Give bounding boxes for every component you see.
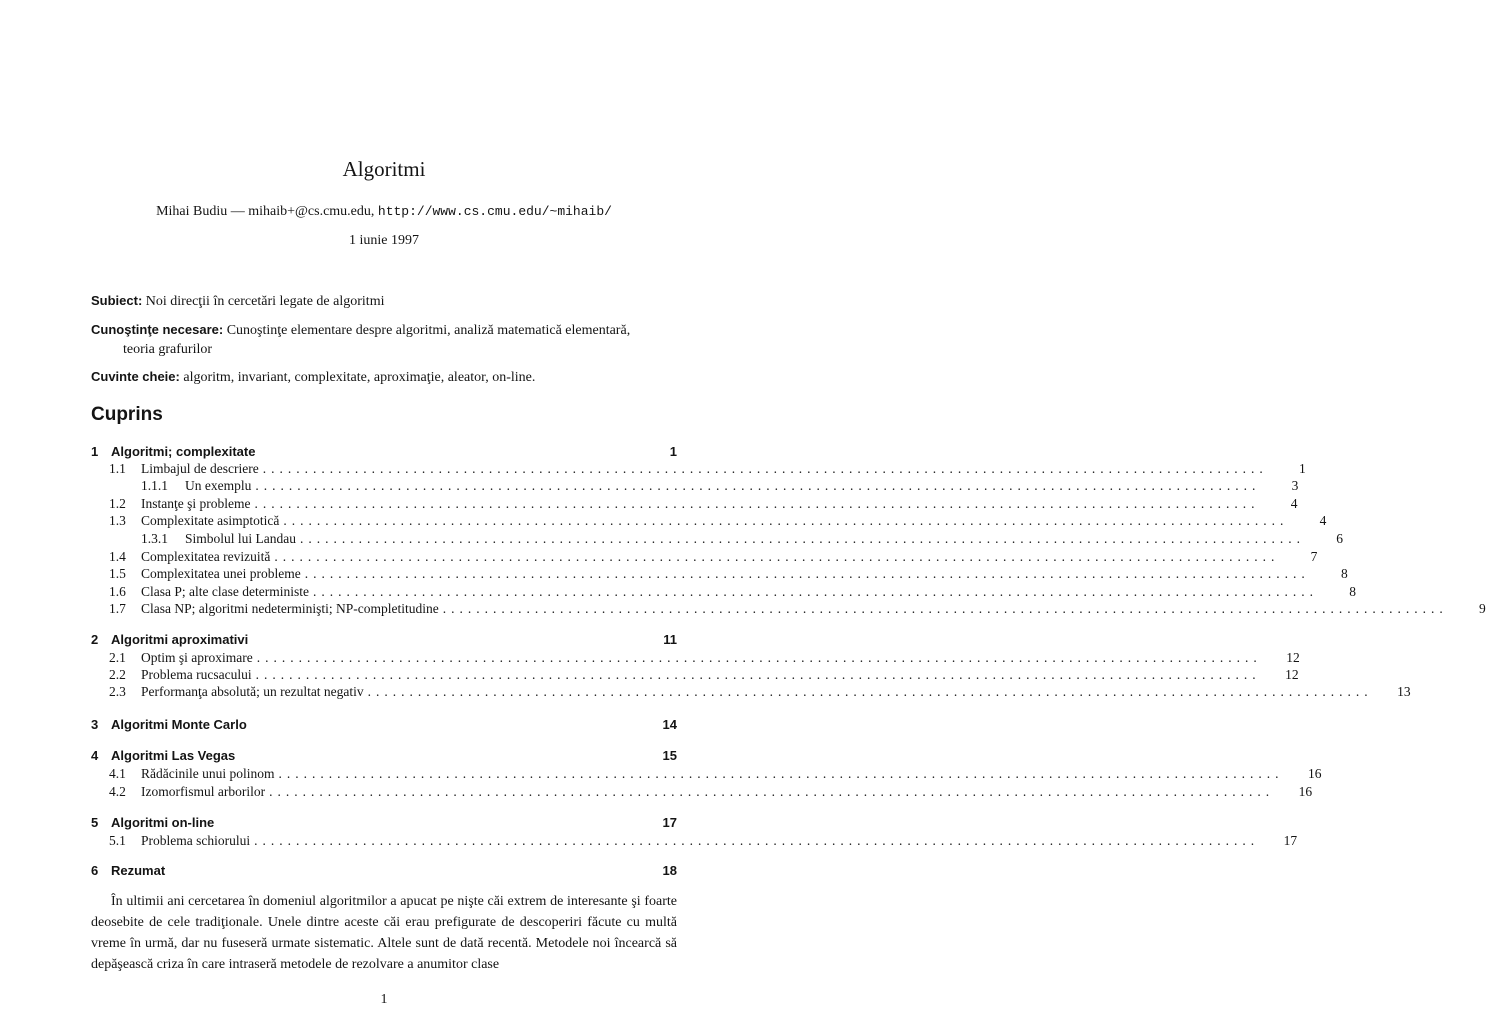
- prerequisites-key: Cunoştinţe necesare:: [91, 322, 224, 337]
- toc-entry-title: Limbajul de descriere: [141, 460, 263, 478]
- keywords-key: Cuvinte cheie:: [91, 369, 180, 384]
- toc-entry-title: Rezumat: [111, 862, 169, 880]
- keywords-value: algoritm, invariant, complexitate, aproximaţie, aleator, on-line.: [183, 370, 536, 385]
- toc-entry[interactable]: [91, 666, 1299, 684]
- toc-entry[interactable]: [91, 600, 1486, 618]
- toc-entry[interactable]: [91, 783, 1313, 801]
- toc-entry[interactable]: [91, 747, 677, 765]
- toc-leader-dots: ........................................................................................................................: [262, 461, 1268, 476]
- toc-entry-title: Clasa NP; algoritmi nedeterminişti; NP-completitudine: [141, 600, 443, 618]
- toc-entry[interactable]: [91, 765, 1322, 783]
- toc-entry-page: 9: [1448, 600, 1486, 618]
- toc-leader-dots: ........................................................................................................................: [254, 496, 1260, 511]
- toc-entry-title: Izomorfismul arborilor: [141, 783, 269, 801]
- toc-entry-title: Problema rucsacului: [141, 666, 256, 684]
- toc-leader-dots: ........................................................................................................................: [367, 684, 1373, 699]
- toc-entry-page: 1: [639, 443, 677, 461]
- toc-entry-title: Complexitatea unei probleme: [141, 565, 305, 583]
- toc-entry-number: 1.7: [109, 601, 126, 616]
- toc-entry-title: Problema schiorului: [141, 832, 254, 850]
- toc-heading: Cuprins: [91, 404, 163, 425]
- toc-entry[interactable]: [91, 512, 1327, 530]
- toc-leader-dots: ........................................................................................................................: [283, 513, 1289, 528]
- toc-leader-dots: ........................................................................................................................: [255, 478, 1261, 493]
- toc-entry-number: 4.2: [109, 784, 126, 799]
- toc-entry-title: Algoritmi aproximativi: [111, 631, 252, 649]
- toc-entry[interactable]: [91, 631, 677, 649]
- toc-leader-dots: ........................................................................................................................: [269, 784, 1275, 799]
- toc-entry-title: Algoritmi Las Vegas: [111, 747, 239, 765]
- toc-entry-number: 2: [91, 632, 99, 647]
- toc-entry-number: 1.6: [109, 584, 126, 599]
- toc-entry[interactable]: [91, 477, 1299, 495]
- toc-entry-page: 11: [639, 631, 677, 649]
- toc-entry[interactable]: [91, 495, 1298, 513]
- toc-entry-page: 13: [1373, 683, 1411, 701]
- toc-entry[interactable]: [91, 443, 677, 461]
- toc-entry-number: 1.3: [109, 513, 126, 528]
- paper-title: Algoritmi: [342, 157, 426, 181]
- toc-entry-title: Clasa P; alte clase deterministe: [141, 583, 313, 601]
- toc-entry[interactable]: [91, 649, 1300, 667]
- toc-entry-page: 12: [1261, 666, 1299, 684]
- toc-leader-dots: ........................................................................................................................: [304, 566, 1310, 581]
- toc-entry-title: Algoritmi on-line: [111, 814, 218, 832]
- keywords-line: [91, 367, 677, 387]
- prerequisites-value-2: teoria grafurilor: [123, 342, 213, 357]
- toc-entry[interactable]: [91, 460, 1306, 478]
- toc-entry-page: 8: [1318, 583, 1356, 601]
- toc-entry[interactable]: [91, 716, 677, 734]
- toc-entry[interactable]: [91, 862, 677, 880]
- toc-entry-page: 12: [1262, 649, 1300, 667]
- toc-leader-dots: ........................................................................................................................: [300, 531, 1305, 546]
- toc-leader-dots: ........................................................................................................................: [312, 584, 1318, 599]
- intro-paragraph: În ultimii ani cercetarea în domeniul algoritmilor a apucat pe nişte căi extrem de interesante şi foarte deosebite de cele tradiţionale. Unele dintre aceste căi erau prefigurate de descoperiri făcute cu multă vreme în urmă, dar nu fuseseră urmate sistematic. Altele sunt de dată recentă. Metodele noi încearcă să depăşească criza în care intraseră metodele de rezolvare a anumitor clase: [91, 894, 677, 972]
- toc-leader-dots: ........................................................................................................................: [254, 833, 1260, 848]
- toc-entry-page: 4: [1288, 512, 1326, 530]
- toc-entry[interactable]: [91, 832, 1298, 850]
- toc-leader-dots: ........................................................................................................................: [256, 650, 1262, 665]
- paper-date: 1 iunie 1997: [349, 233, 419, 248]
- toc-entry[interactable]: [91, 548, 1318, 566]
- toc-entry-page: 14: [639, 716, 677, 734]
- toc-entry-title: Algoritmi; complexitate: [111, 443, 259, 461]
- toc-entry-number: 1.1.1: [141, 478, 168, 493]
- toc-entry-number: 1.3.1: [141, 531, 168, 546]
- toc-entry[interactable]: [91, 530, 1343, 548]
- toc-entry-number: 5: [91, 815, 99, 830]
- toc-entry-number: 1: [91, 444, 99, 459]
- toc-entry-title: Algoritmi Monte Carlo: [111, 716, 251, 734]
- toc-entry-number: 2.2: [109, 667, 126, 682]
- toc-entry-page: 1: [1268, 460, 1306, 478]
- toc-entry-number: 6: [91, 863, 99, 878]
- toc-entry-number: 1.1: [109, 461, 126, 476]
- toc-entry-title: Un exemplu: [185, 477, 255, 495]
- toc-entry-page: 18: [639, 862, 677, 880]
- toc-entry-title: Optim şi aproximare: [141, 649, 257, 667]
- prerequisites-value-1: Cunoştinţe elementare despre algoritmi, analiză matematică elementară,: [226, 323, 631, 338]
- toc-entry-title: Complexitatea revizuită: [141, 548, 274, 566]
- toc-entry-page: 8: [1310, 565, 1348, 583]
- toc-entry-number: 3: [91, 717, 99, 732]
- toc-entry-page: 6: [1305, 530, 1343, 548]
- toc-leader-dots: ........................................................................................................................: [274, 549, 1280, 564]
- toc-entry-number: 1.4: [109, 549, 126, 564]
- toc-entry-page: 17: [1259, 832, 1297, 850]
- toc-entry-number: 4: [91, 748, 99, 763]
- toc-entry-title: Instanţe şi probleme: [141, 495, 254, 513]
- author-name-email: Mihai Budiu — mihaib+@cs.cmu.edu,: [156, 204, 375, 219]
- toc-entry[interactable]: [91, 565, 1348, 583]
- page-number: 1: [380, 992, 388, 1007]
- toc-entry-page: 16: [1283, 765, 1321, 783]
- toc-leader-dots: ........................................................................................................................: [255, 667, 1261, 682]
- subject-line: [91, 291, 677, 311]
- toc-entry-page: 4: [1259, 495, 1297, 513]
- toc-entry-page: 3: [1260, 477, 1298, 495]
- toc-entry-number: 2.3: [109, 684, 126, 699]
- prerequisites-line: [91, 320, 677, 359]
- subject-key: Subiect:: [91, 293, 143, 308]
- toc-entry[interactable]: [91, 814, 677, 832]
- toc-entry-page: 7: [1279, 548, 1317, 566]
- toc-entry-title: Simbolul lui Landau: [185, 530, 300, 548]
- toc-entry-page: 17: [639, 814, 677, 832]
- toc-entry-number: 2.1: [109, 650, 126, 665]
- toc-entry[interactable]: [91, 683, 1411, 701]
- toc-entry-title: Complexitate asimptotică: [141, 512, 283, 530]
- toc-entry-number: 1.2: [109, 496, 126, 511]
- toc-entry[interactable]: [91, 583, 1356, 601]
- toc-entry-title: Rădăcinile unui polinom: [141, 765, 278, 783]
- subject-value: Noi direcţii în cercetări legate de algoritmi: [145, 294, 385, 309]
- author-line: [0, 204, 768, 220]
- toc-entry-number: 5.1: [109, 833, 126, 848]
- toc-entry-page: 16: [1274, 783, 1312, 801]
- toc-entry-number: 4.1: [109, 766, 126, 781]
- author-url[interactable]: http://www.cs.cmu.edu/~mihaib/: [377, 204, 612, 219]
- toc-leader-dots: ........................................................................................................................: [278, 766, 1284, 781]
- toc-entry-number: 1.5: [109, 566, 126, 581]
- toc-entry-page: 15: [639, 747, 677, 765]
- toc-entry-title: Performanţa absolută; un rezultat negativ: [141, 683, 368, 701]
- toc-leader-dots: ........................................................................................................................: [442, 601, 1448, 616]
